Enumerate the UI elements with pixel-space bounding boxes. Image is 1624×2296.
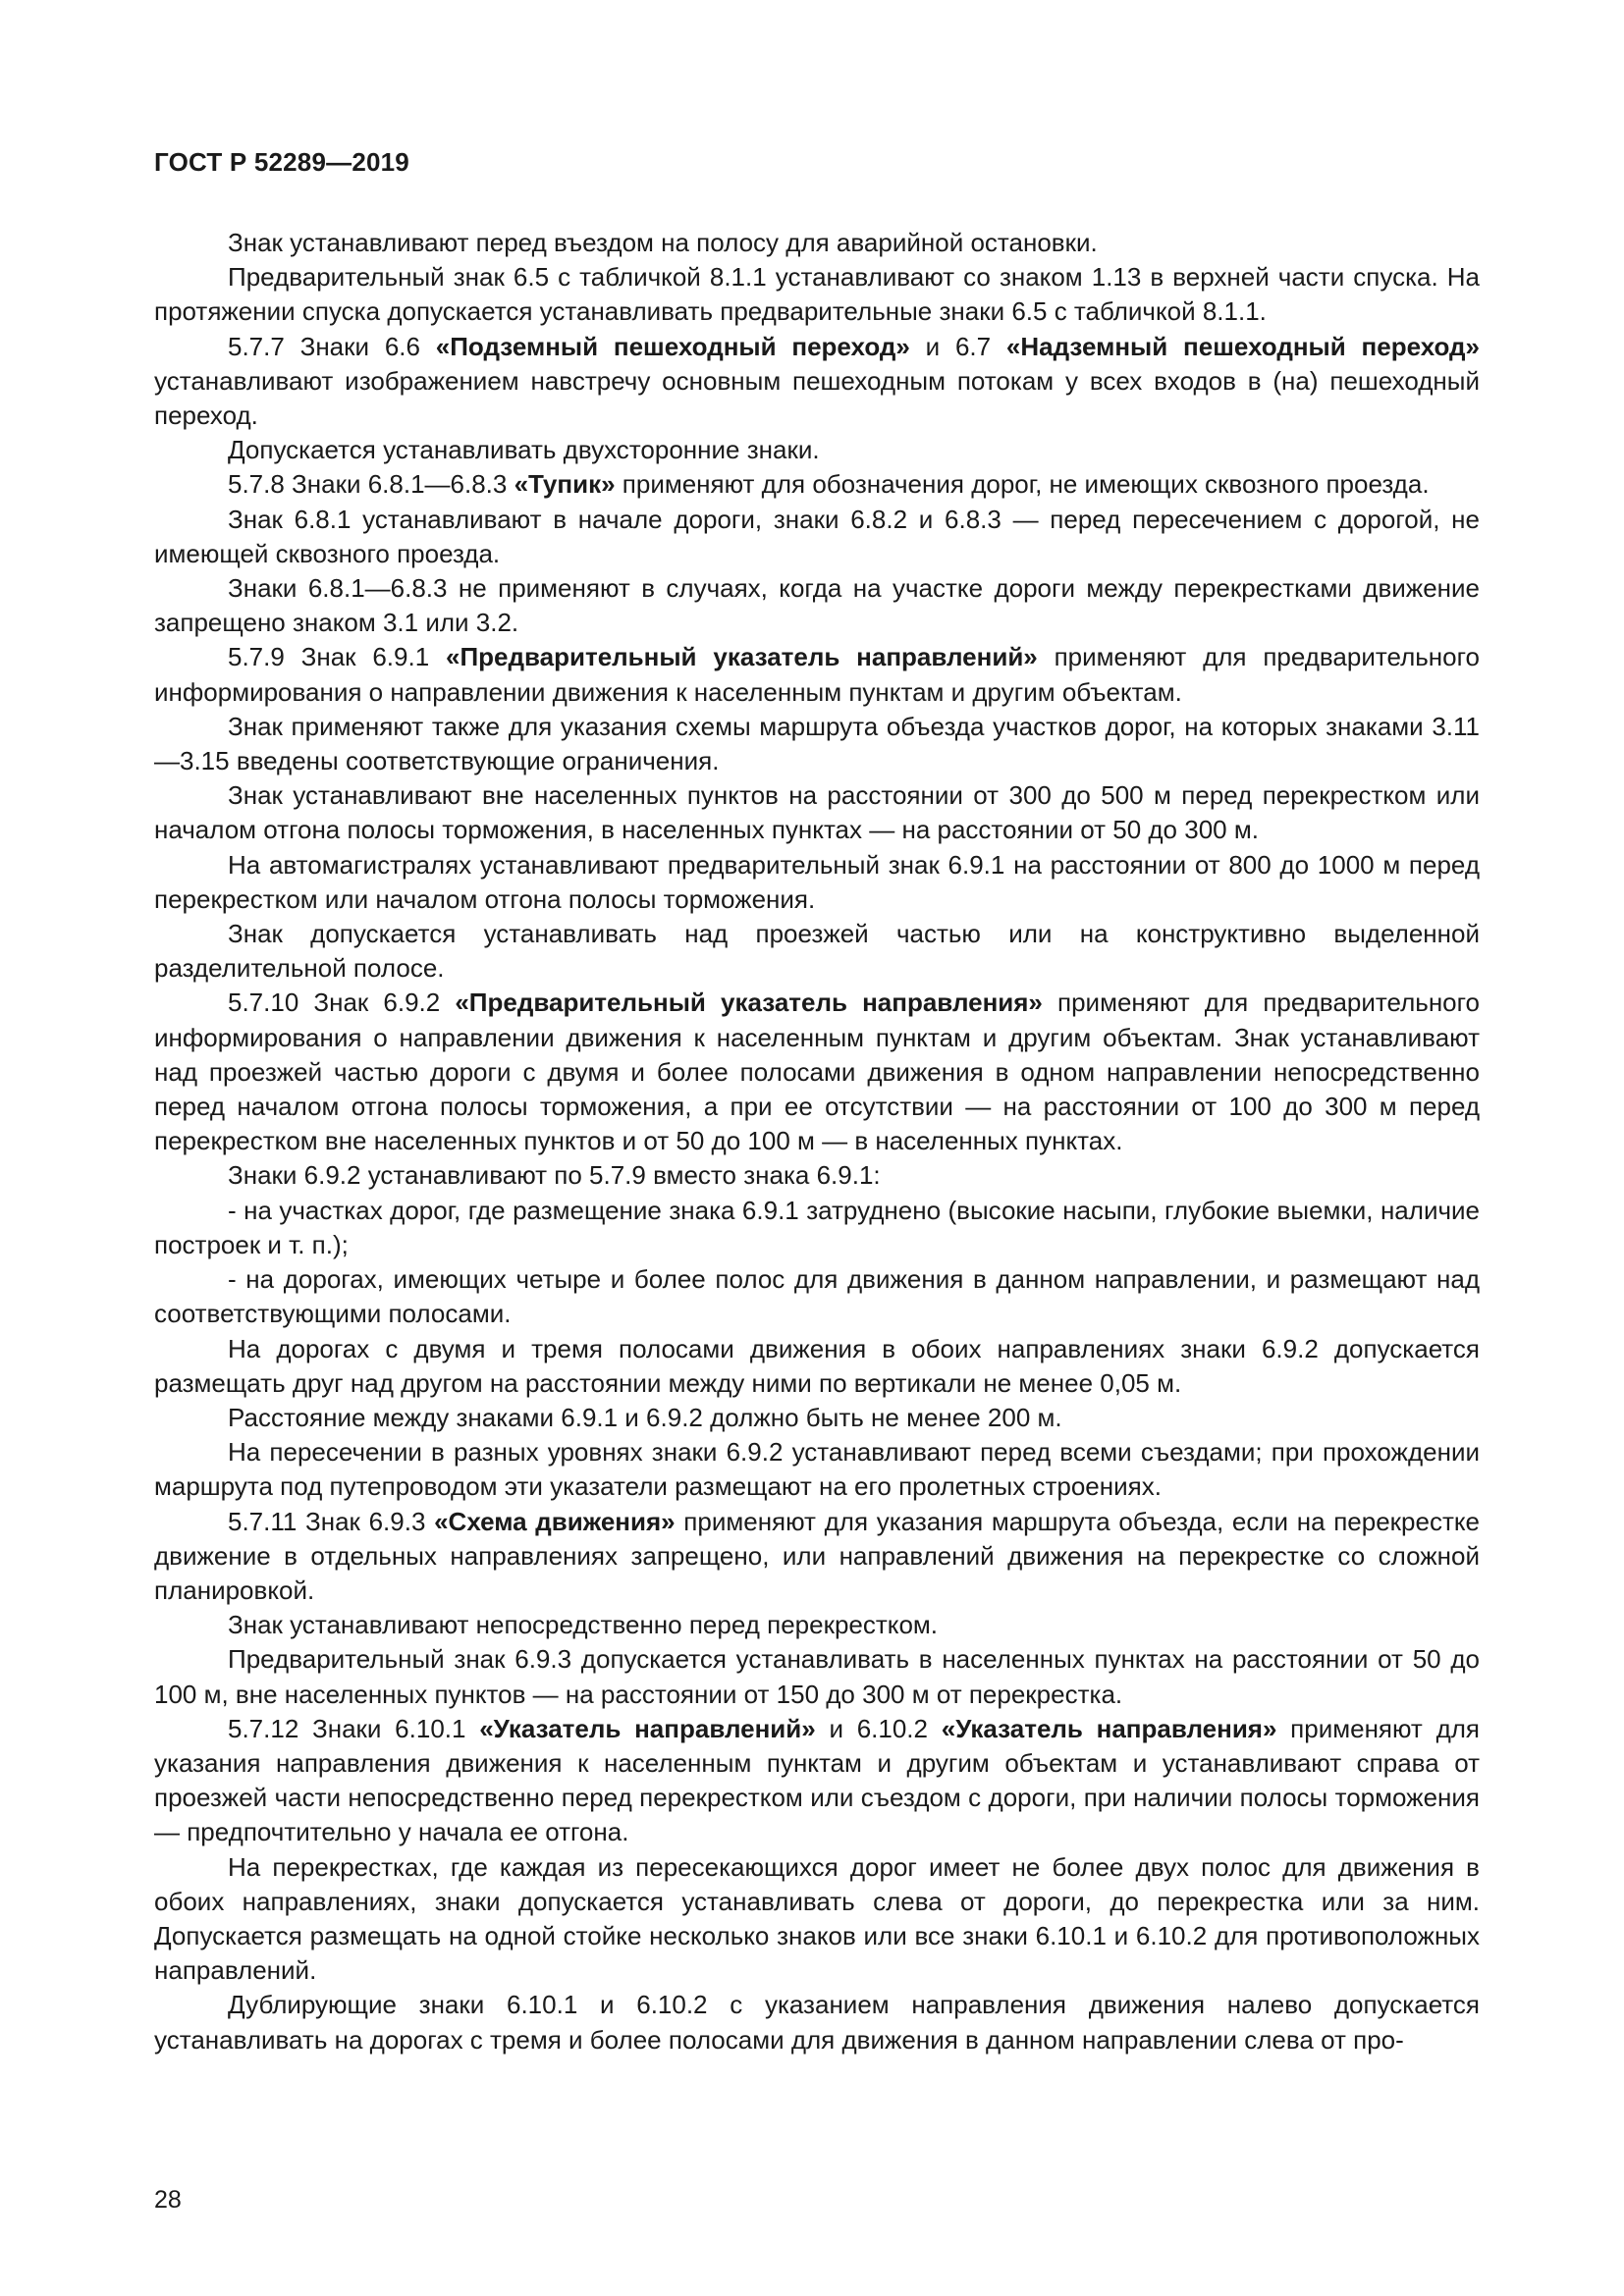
bold-term: «Указатель направления» [941, 1713, 1277, 1743]
bold-term: «Предварительный указатель направлений» [446, 642, 1038, 672]
paragraph [154, 330, 1480, 434]
bold-term: «Подземный пешеходный переход» [435, 331, 910, 361]
bold-term: «Предварительный указатель направления» [455, 988, 1043, 1018]
paragraph [154, 1194, 1480, 1262]
text-run: Предварительный знак 6.5 с табличкой 8.1.1 устанавливают со знаком 1.13 в верхней части спуска. На протяжении спуска допускается устанавливать предварительные знаки 6.5 с табличкой 8.1.1. [154, 262, 1480, 327]
bold-term: «Надземный пешеходный переход» [1005, 331, 1481, 361]
text-run: 5.7.8 Знаки 6.8.1—6.8.3 [228, 469, 514, 500]
paragraph [154, 226, 1480, 260]
text-run: применяют для указания маршрута объезда, если на перекрестке движение в отдельных направлениях запрещено, или направлений движения на перекрестке со сложной планировкой. [154, 1506, 1480, 1605]
text-run: На пересечении в разных уровнях знаки 6.9.2 устанавливают перед всеми съездами; при прохождении маршрута под путепроводом эти указатели размещают на его пролетных строениях. [154, 1437, 1480, 1502]
bold-term: «Указатель направлений» [479, 1713, 816, 1743]
text-run: На дорогах с двумя и тремя полосами движения в обоих направлениях знаки 6.9.2 допускается размещать друг над другом на расстоянии между ними по вертикали не менее 0,05 м. [154, 1333, 1480, 1398]
text-run: применяют для указания направления движения к населенным пунктам и другим объектам и устанавливают справа от проезжей части непосредственно перед перекрестком или съездом с дороги, при наличии полосы торможения — предпочтительно у начала ее отгона. [154, 1713, 1480, 1847]
paragraph [154, 1505, 1480, 1609]
text-run: применяют для предварительного информирования о направлении движения к населенным пунктам и другим объектам. [154, 642, 1480, 707]
text-run: Знаки 6.8.1—6.8.3 не применяют в случаях, когда на участке дороги между перекрестками движение запрещено знаком 3.1 или 3.2. [154, 573, 1480, 638]
text-run: Знак применяют также для указания схемы маршрута объезда участков дорог, на которых знаками 3.11—3.15 введены соответствующие ограничения. [154, 711, 1480, 776]
paragraph [154, 778, 1480, 847]
paragraph [154, 503, 1480, 571]
bold-term: «Тупик» [514, 469, 616, 500]
text-run: - на участках дорог, где размещение знака 6.9.1 затруднено (высокие насыпи, глубокие выемки, наличие построек и т. п.); [154, 1195, 1480, 1259]
text-run: Предварительный знак 6.9.3 допускается устанавливать в населенных пунктах на расстоянии от 50 до 100 м, вне населенных пунктов — на расстоянии от 150 до 300 м от перекрестка. [154, 1644, 1480, 1709]
text-run: Знак 6.8.1 устанавливают в начале дороги, знаки 6.8.2 и 6.8.3 — перед пересечением с дорогой, не имеющей сквозного проезда. [154, 504, 1480, 568]
paragraph [154, 467, 1480, 502]
text-run: применяют для предварительного информирования о направлении движения к населенным пунктам и другим объектам. Знак устанавливают над проезжей частью дороги с двумя и более полосами движения в одном направлении непосредственно перед началом отгона полосы торможения, а при ее отсутствии — на расстоянии от 100 до 300 м перед перекрестком вне населенных пунктов и от 50 до 100 м — в населенных пунктах. [154, 988, 1481, 1156]
paragraph [154, 1262, 1480, 1331]
text-run: 5.7.9 Знак 6.9.1 [228, 642, 446, 672]
paragraph [154, 1988, 1480, 2056]
text-run: и 6.7 [909, 331, 1006, 361]
text-run: На перекрестках, где каждая из пересекающихся дорог имеет не более двух полос для движения в обоих направлениях, знаки допускается устанавливать слева от дороги, до перекрестка или за ним. Допускается размещать на одной стойке несколько знаков или все знаки 6.10.1 и 6.10.2 для противоположных направлений. [154, 1851, 1480, 1986]
text-run: Знак допускается устанавливать над проезжей частью или на конструктивно выделенной разделительной полосе. [154, 919, 1480, 984]
document-header: ГОСТ Р 52289—2019 [154, 147, 409, 177]
paragraph [154, 710, 1480, 778]
paragraph [154, 1158, 1480, 1193]
text-run: 5.7.10 Знак 6.9.2 [228, 988, 456, 1018]
paragraph [154, 260, 1480, 329]
text-run: Знаки 6.9.2 устанавливают по 5.7.9 вместо знака 6.9.1: [228, 1160, 881, 1191]
paragraph [154, 433, 1480, 467]
paragraph [154, 1712, 1480, 1850]
text-run: Знак устанавливают вне населенных пунктов на расстоянии от 300 до 500 м перед перекрестком или началом отгона полосы торможения, в населенных пунктах — на расстоянии от 50 до 300 м. [154, 780, 1480, 845]
paragraph [154, 571, 1480, 640]
paragraph [154, 986, 1480, 1158]
text-run: Расстояние между знаками 6.9.1 и 6.9.2 должно быть не менее 200 м. [228, 1402, 1062, 1432]
document-body [154, 226, 1480, 2057]
paragraph [154, 1608, 1480, 1642]
paragraph [154, 1401, 1480, 1435]
text-run: 5.7.11 Знак 6.9.3 [228, 1506, 435, 1536]
bold-term: «Схема движения» [434, 1506, 676, 1536]
text-run: 5.7.7 Знаки 6.6 [228, 331, 436, 361]
page-number: 28 [154, 2186, 182, 2214]
paragraph [154, 640, 1480, 709]
text-run: Знак устанавливают непосредственно перед перекрестком. [228, 1610, 939, 1640]
text-run: Знак устанавливают перед въездом на полосу для аварийной остановки. [228, 228, 1098, 257]
text-run: и 6.10.2 [815, 1713, 942, 1743]
text-run: устанавливают изображением навстречу основным пешеходным потокам у всех входов в (на) пешеходный переход. [154, 365, 1480, 431]
paragraph [154, 1850, 1480, 1989]
text-run: Допускается устанавливать двухсторонние знаки. [228, 435, 820, 465]
paragraph [154, 917, 1480, 986]
paragraph [154, 848, 1480, 917]
text-run: применяют для обозначения дорог, не имеющих сквозного проезда. [615, 469, 1430, 500]
text-run: На автомагистралях устанавливают предварительный знак 6.9.1 на расстоянии от 800 до 1000 м перед перекрестком или началом отгона полосы торможения. [154, 849, 1480, 914]
paragraph [154, 1642, 1480, 1711]
paragraph [154, 1332, 1480, 1401]
text-run: Дублирующие знаки 6.10.1 и 6.10.2 с указанием направления движения налево допускается устанавливать на дорогах с тремя и более полосами для движения в данном направлении слева от про- [154, 1990, 1480, 2055]
text-run: - на дорогах, имеющих четыре и более полос для движения в данном направлении, и размещают над соответствующими полосами. [154, 1264, 1480, 1329]
paragraph [154, 1435, 1480, 1504]
text-run: 5.7.12 Знаки 6.10.1 [228, 1713, 480, 1743]
